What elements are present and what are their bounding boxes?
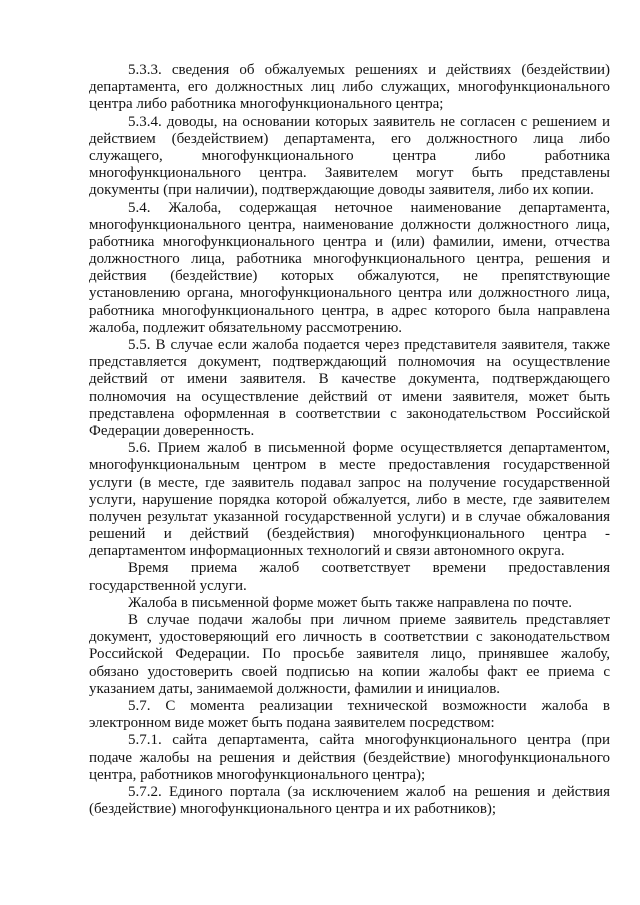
- paragraph-line: услуги, нарушение порядка которой обжалуется, либо в месте, где заявителем: [89, 491, 610, 508]
- clause-5-7-2: [89, 784, 610, 818]
- clause-5-6: [89, 440, 610, 560]
- document-page: [89, 62, 610, 818]
- paragraph-line: многофункционального центра. Заявителем могут быть представлены: [89, 165, 610, 182]
- paragraph-line: 5.5. В случае если жалоба подается через представителя заявителя, также: [128, 337, 610, 353]
- paragraph-mail-submission: [89, 595, 610, 612]
- paragraph-line: (бездействие) многофункционального центра и их работников);: [89, 801, 497, 818]
- paragraph-line: работника многофункционального центра, в адрес которого была направлена: [89, 302, 610, 319]
- paragraph-line: обязано удостоверить своей подписью на копии жалобы факт ее приема с: [89, 663, 610, 680]
- paragraph-line: 5.7.1. сайта департамента, сайта многофункционального центра (при: [128, 732, 610, 749]
- paragraph-line: установлению органа, многофункционального центра или должностного лица,: [89, 285, 610, 302]
- paragraph-line: департамента, его должностных лиц либо служащих, многофункционального: [89, 79, 610, 96]
- paragraph-line: документы (при наличии), подтверждающие доводы заявителя, либо их копии.: [89, 182, 594, 199]
- paragraph-line: электронном виде может быть подана заявителем посредством:: [89, 715, 495, 732]
- paragraph-line: центра, работников многофункционального центра);: [89, 766, 426, 783]
- paragraph-line: представляется документ, подтверждающий полномочия на осуществление: [89, 354, 610, 371]
- paragraph-line: многофункционального центра, наименование должности должностного лица,: [89, 216, 610, 233]
- paragraph-line: полномочия на осуществление действий от имени заявителя, может быть: [89, 388, 610, 405]
- paragraph-line: В случае подачи жалобы при личном приеме заявитель представляет: [128, 612, 610, 628]
- paragraph-line: 5.3.3. сведения об обжалуемых решениях и действиях (бездействии): [128, 62, 610, 78]
- paragraph-line: подаче жалобы на решения и действия (бездействие) многофункционального: [89, 749, 610, 766]
- paragraph-line: получен результат указанной государственной услуги) и в случае обжалования: [89, 508, 610, 525]
- paragraph-line: действием (бездействием) департамента, его должностного лица либо: [89, 130, 610, 147]
- paragraph-line: решений и действий (бездействия) многофункционального центра -: [89, 526, 610, 543]
- paragraph-line: Время приема жалоб соответствует времени предоставления: [128, 560, 610, 577]
- paragraph-line: работника многофункционального центра и (или) фамилии, имени, отчества: [89, 233, 610, 250]
- paragraph-reception-time: [89, 560, 610, 594]
- paragraph-line: 5.7.2. Единого портала (за исключением жалоб на решения и действия: [128, 783, 610, 800]
- paragraph-line: услуги (в месте, где заявитель подавал запрос на получение государственной: [89, 474, 610, 491]
- paragraph-line: жалоба, подлежит обязательному рассмотрению.: [89, 319, 403, 336]
- clause-5-5: [89, 337, 610, 440]
- paragraph-line: служащего, многофункционального центра либо работника: [89, 147, 610, 164]
- paragraph-line: указанием даты, занимаемой должности, фамилии и инициалов.: [89, 680, 501, 697]
- paragraph-line: Российской Федерации. По просьбе заявителя лицо, принявшее жалобу,: [89, 646, 610, 663]
- paragraph-line: государственной услуги.: [89, 577, 247, 594]
- paragraph-personal-reception: [89, 612, 610, 698]
- paragraph-line: многофункциональным центром в месте предоставления государственной: [89, 457, 610, 474]
- paragraph-line: департаментом информационных технологий и связи автономного округа.: [89, 543, 565, 560]
- clause-5-3-3: [89, 62, 610, 114]
- paragraph-line: должностного лица, работника многофункционального центра, решения и: [89, 251, 610, 268]
- paragraph-line: 5.3.4. доводы, на основании которых заявитель не согласен с решением и: [128, 113, 610, 130]
- paragraph-line: действия (бездействие) которых обжалуются, не препятствующие: [89, 268, 610, 285]
- clause-5-3-4: [89, 114, 610, 200]
- paragraph-line: действий от имени заявителя. В качестве документа, подтверждающего: [89, 371, 610, 388]
- paragraph-line: Жалоба в письменной форме может быть также направлена по почте.: [128, 594, 573, 611]
- paragraph-line: 5.6. Прием жалоб в письменной форме осуществляется департаментом,: [128, 440, 610, 457]
- paragraph-line: представлена оформленная в соответствии с законодательством Российской: [89, 405, 610, 422]
- clause-5-7: [89, 698, 610, 732]
- clause-5-7-1: [89, 732, 610, 784]
- paragraph-line: документ, удостоверяющий его личность в соответствии с законодательством: [89, 629, 610, 646]
- paragraph-line: 5.4. Жалоба, содержащая неточное наименование департамента,: [128, 199, 610, 216]
- paragraph-line: Федерации доверенность.: [89, 422, 255, 439]
- paragraph-line: центра либо работника многофункционального центра;: [89, 96, 444, 113]
- paragraph-line: 5.7. С момента реализации технической возможности жалоба в: [128, 697, 610, 714]
- clause-5-4: [89, 200, 610, 338]
